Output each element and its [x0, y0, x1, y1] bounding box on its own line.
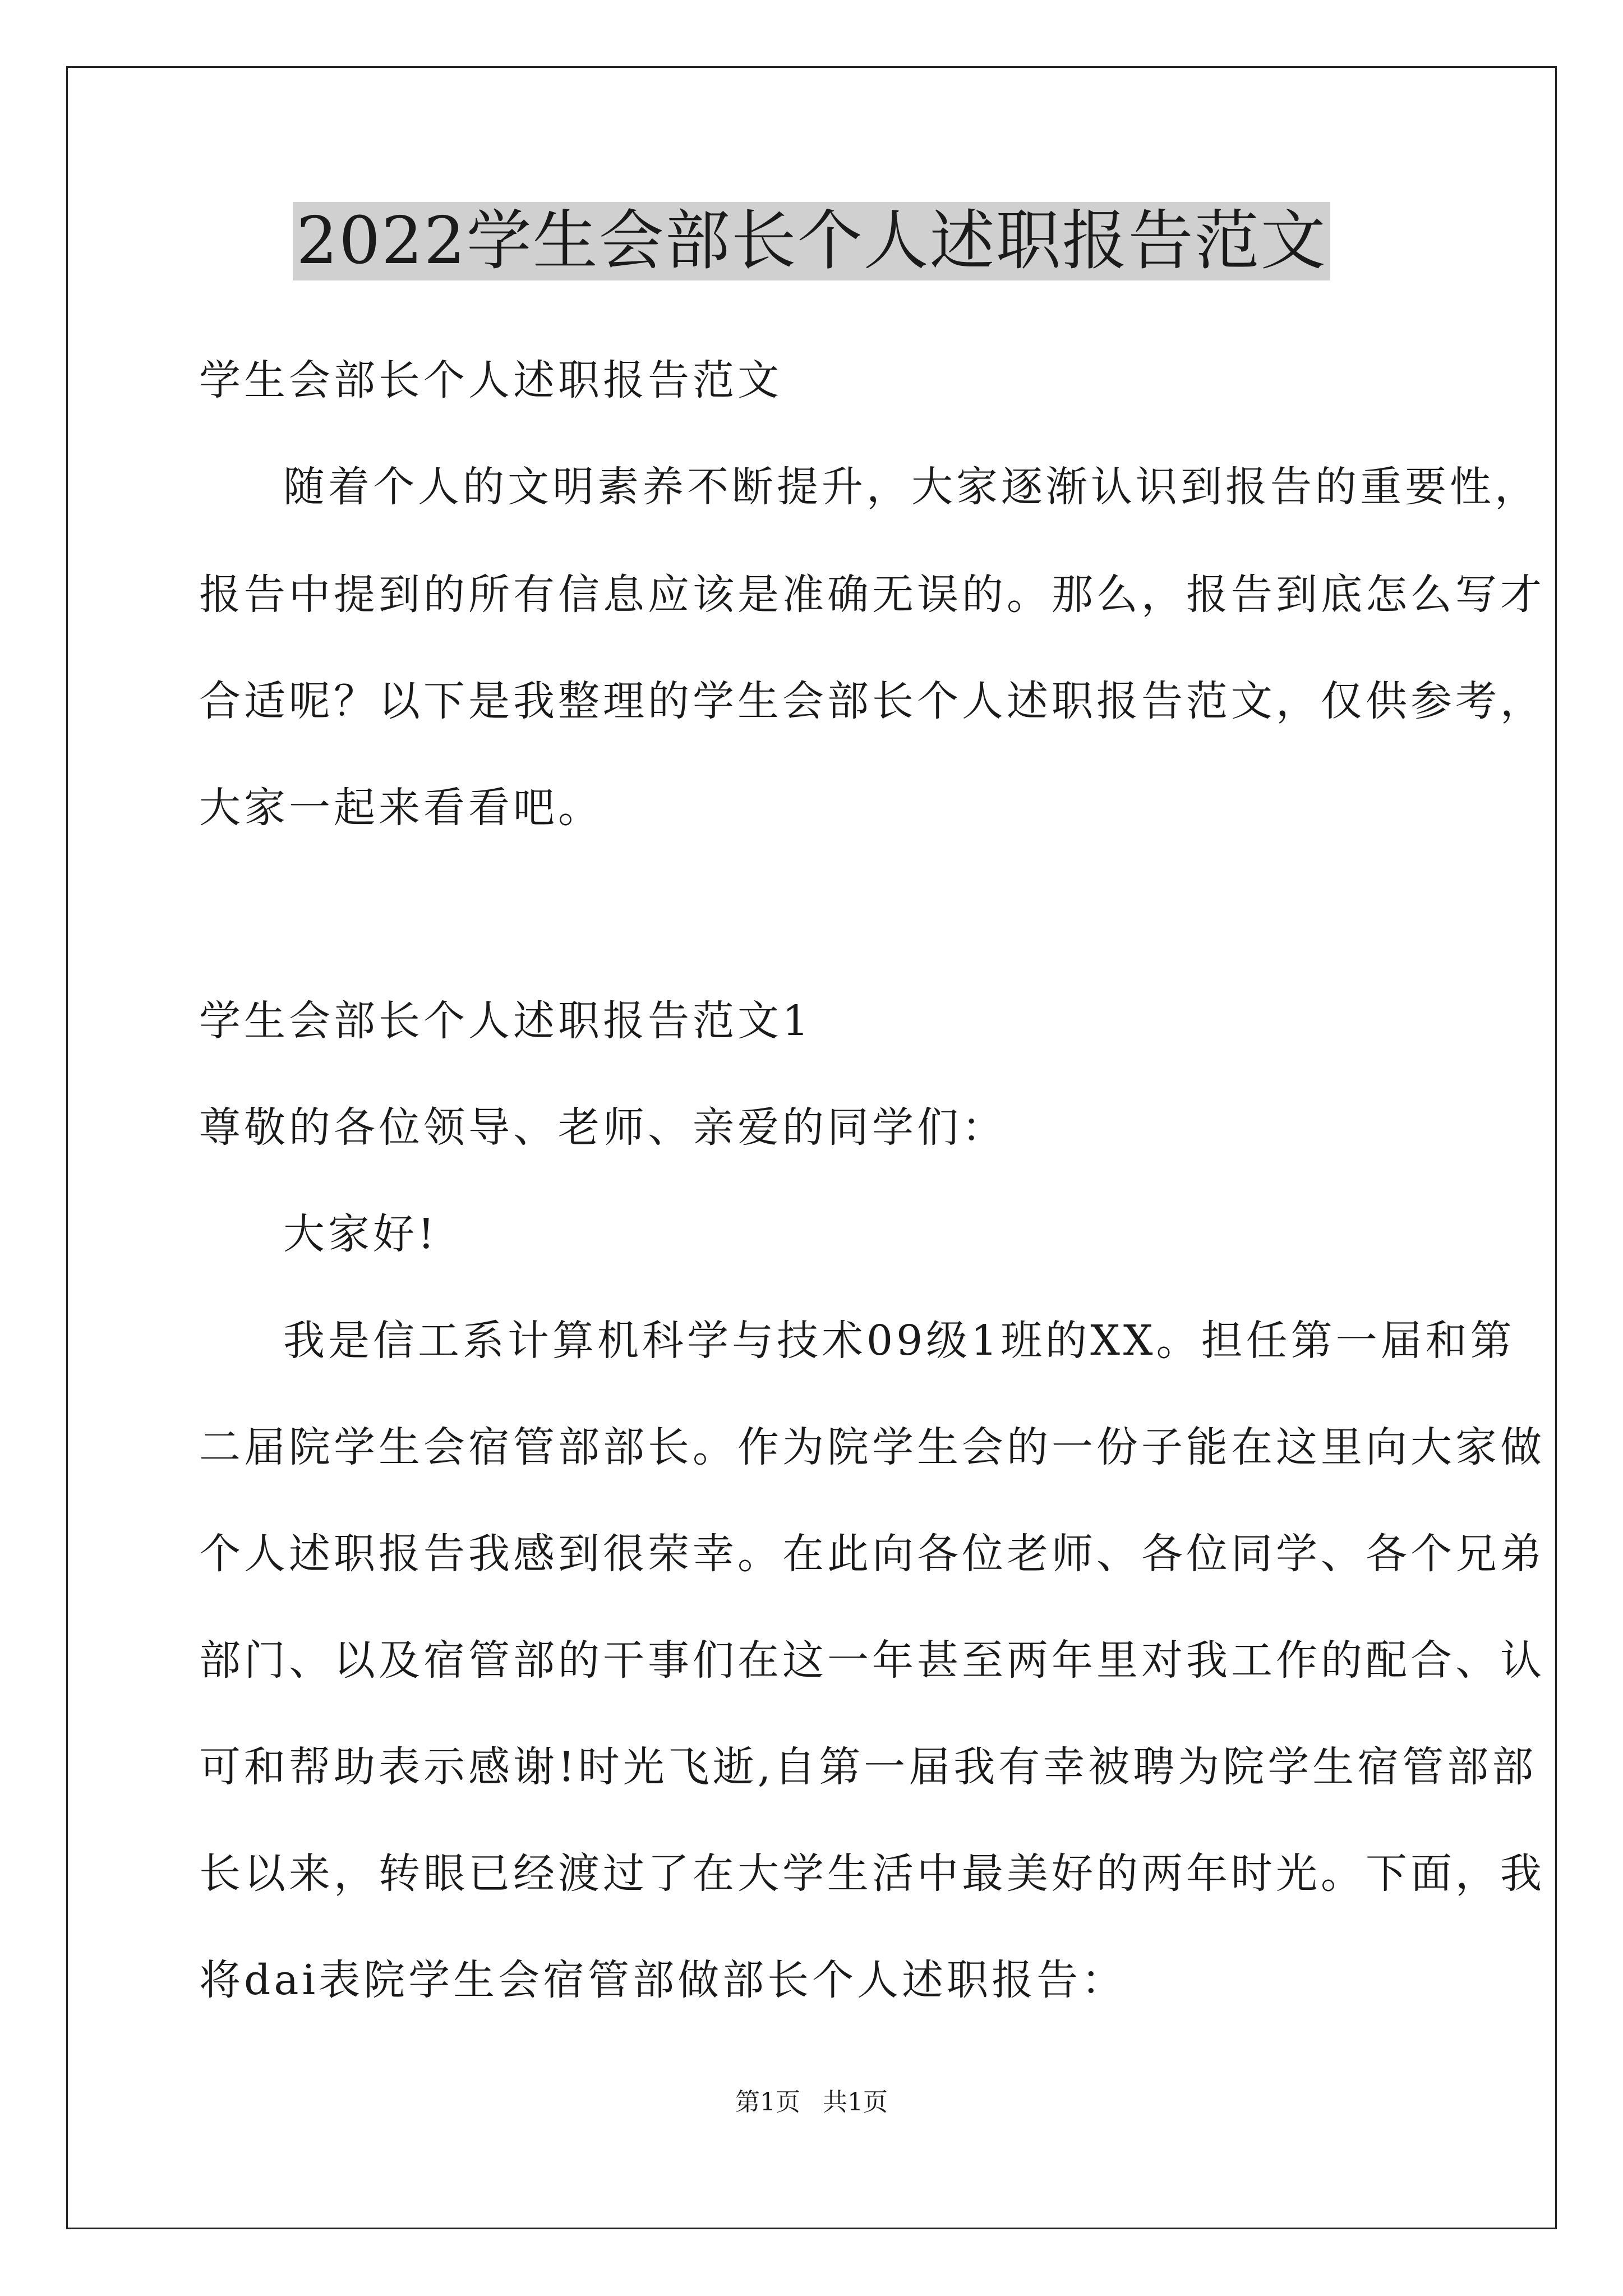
page-number: 第1页: [735, 2088, 800, 2116]
title-container: [0, 202, 1623, 280]
intro-line-4: 大家一起来看看吧。: [199, 784, 603, 832]
subtitle: 学生会部长个人述职报告范文: [199, 356, 782, 404]
body-line-7: 将dai表院学生会宿管部做部长个人述职报告：: [199, 1956, 1127, 2004]
intro-line-2: 报告中提到的所有信息应该是准确无误的。那么，报告到底怎么写才: [199, 570, 1545, 619]
greeting: 大家好!: [283, 1210, 438, 1258]
body-line-1: 我是信工系计算机科学与技术09级1班的XX。担任第一届和第: [283, 1317, 1515, 1365]
document-title: 2022学生会部长个人述职报告范文: [293, 202, 1330, 280]
body-line-5: 可和帮助表示感谢!时光飞逝,自第一届我有幸被聘为院学生宿管部部: [199, 1743, 1537, 1791]
body-line-4: 部门、以及宿管部的干事们在这一年甚至两年里对我工作的配合、认: [199, 1636, 1545, 1685]
body-line-2: 二届院学生会宿管部部长。作为院学生会的一份子能在这里向大家做: [199, 1423, 1545, 1471]
section-heading: 学生会部长个人述职报告范文1: [199, 997, 813, 1045]
body-line-6: 长以来，转眼已经渡过了在大学生活中最美好的两年时光。下面，我: [199, 1849, 1545, 1898]
intro-line-3: 合适呢？以下是我整理的学生会部长个人述职报告范文，仅供参考，: [199, 677, 1545, 725]
salutation: 尊敬的各位领导、老师、亲爱的同学们：: [199, 1103, 1007, 1152]
body-line-3: 个人述职报告我感到很荣幸。在此向各位老师、各位同学、各个兄弟: [199, 1530, 1545, 1578]
page-footer: [0, 2086, 1623, 2119]
page-total: 共1页: [823, 2088, 888, 2116]
intro-line-1: 随着个人的文明素养不断提升，大家逐渐认识到报告的重要性，: [283, 463, 1539, 511]
